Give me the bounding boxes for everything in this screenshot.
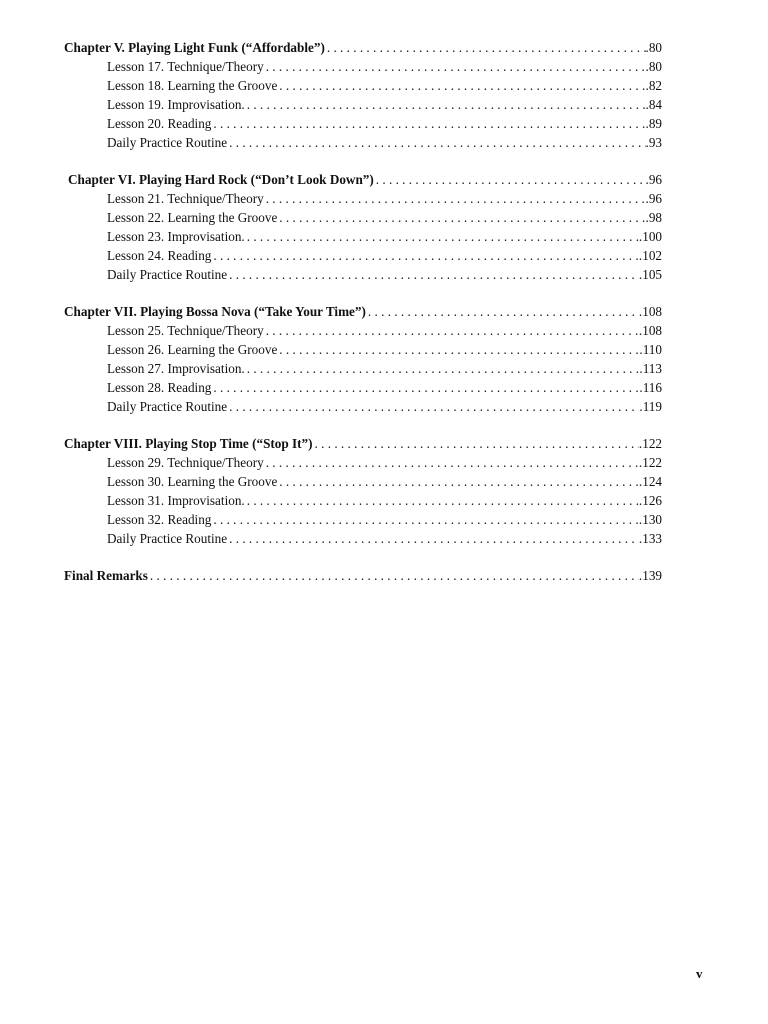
- dot-leader: [264, 321, 639, 340]
- toc-lesson-entry-page: .96: [645, 191, 662, 206]
- dot-leader: [277, 76, 645, 95]
- toc-chapter-entry-title: Chapter VIII. Playing Stop Time (“Stop It”): [64, 436, 313, 451]
- toc-lesson-entry-title: Lesson 19. Improvisation.: [107, 97, 245, 112]
- toc-lesson-entry: [64, 57, 662, 76]
- toc-lesson-entry: [64, 246, 662, 265]
- toc-lesson-entry-title: Lesson 20. Reading: [107, 116, 212, 131]
- toc-lesson-entry: [64, 378, 662, 397]
- toc-lesson-entry-title: Lesson 17. Technique/Theory: [107, 59, 264, 74]
- toc-chapter-entry-page: .122: [638, 436, 662, 451]
- toc-lesson-entry-page: .89: [645, 116, 662, 131]
- toc-lesson-entry: [64, 453, 662, 472]
- dot-leader: [245, 95, 646, 114]
- dot-leader: [227, 529, 639, 548]
- toc-chapter-entry-page: .96: [645, 172, 662, 187]
- toc-lesson-entry: [64, 510, 662, 529]
- toc-lesson-entry-title: Daily Practice Routine: [107, 135, 228, 150]
- dot-leader: [211, 246, 639, 265]
- toc-lesson-entry-page: .100: [638, 229, 662, 244]
- dot-leader: [264, 453, 639, 472]
- toc-chapter-entry-page: .139: [638, 568, 662, 583]
- toc-lesson-entry-page: .80: [645, 59, 662, 74]
- toc-chapter-entry-page: .108: [638, 304, 662, 319]
- dot-leader: [366, 302, 639, 321]
- toc-lesson-entry-page: .119: [639, 399, 662, 414]
- toc-lesson-entry-title: Daily Practice Routine: [107, 267, 228, 282]
- dot-leader: [264, 189, 646, 208]
- toc-lesson-entry-title: Lesson 21. Technique/Theory: [107, 191, 264, 206]
- toc-lesson-entry-page: .102: [638, 248, 662, 263]
- toc-lesson-entry-title: Lesson 29. Technique/Theory: [107, 455, 264, 470]
- toc-chapter-entry-title: Chapter VII. Playing Bossa Nova (“Take Your Time”): [64, 304, 366, 319]
- toc-lesson-entry-title: Lesson 32. Reading: [107, 512, 212, 527]
- toc-lesson-entry-page: .130: [638, 512, 662, 527]
- toc-chapter-entry-title: Chapter V. Playing Light Funk (“Affordable”): [64, 40, 325, 55]
- section-spacer: [64, 152, 662, 170]
- toc-lesson-entry-title: Lesson 18. Learning the Groove: [107, 78, 278, 93]
- dot-leader: [227, 397, 639, 416]
- section-spacer: [64, 548, 662, 566]
- toc-lesson-entry-title: Daily Practice Routine: [107, 399, 228, 414]
- toc-lesson-entry: [64, 340, 662, 359]
- toc-chapter-entry: [64, 434, 662, 453]
- toc-lesson-entry-title: Lesson 24. Reading: [107, 248, 212, 263]
- toc-lesson-entry: [64, 208, 662, 227]
- toc-lesson-entry-title: Lesson 23. Improvisation.: [107, 229, 245, 244]
- toc-lesson-entry-title: Lesson 26. Learning the Groove: [107, 342, 278, 357]
- dot-leader: [245, 491, 639, 510]
- toc-lesson-entry: [64, 321, 662, 340]
- toc-lesson-entry: [64, 227, 662, 246]
- toc-chapter-entry-page: .80: [645, 40, 662, 55]
- toc-lesson-entry-title: Lesson 28. Reading: [107, 380, 212, 395]
- toc-chapter-entry-title: Chapter VI. Playing Hard Rock (“Don’t Look Down”): [68, 172, 374, 187]
- toc-lesson-entry: [64, 114, 662, 133]
- toc-lesson-entry-title: Lesson 22. Learning the Groove: [107, 210, 278, 225]
- dot-leader: [277, 208, 645, 227]
- toc-lesson-entry: [64, 76, 662, 95]
- toc-lesson-entry: [64, 133, 662, 152]
- toc-lesson-entry-page: .84: [645, 97, 662, 112]
- toc-lesson-entry-page: .113: [639, 361, 662, 376]
- dot-leader: [374, 170, 646, 189]
- toc-lesson-entry: [64, 397, 662, 416]
- dot-leader: [264, 57, 646, 76]
- toc-lesson-entry-page: .93: [645, 135, 662, 150]
- toc-lesson-entry-page: .126: [638, 493, 662, 508]
- dot-leader: [211, 378, 639, 397]
- section-spacer: [64, 416, 662, 434]
- toc-lesson-entry: [64, 265, 662, 284]
- toc-lesson-entry-page: .105: [638, 267, 662, 282]
- toc-lesson-entry: [64, 189, 662, 208]
- dot-leader: [245, 227, 639, 246]
- dot-leader: [313, 434, 639, 453]
- toc-lesson-entry-page: .122: [638, 455, 662, 470]
- page-number: v: [696, 966, 703, 981]
- dot-leader: [211, 114, 645, 133]
- toc-lesson-entry-title: Lesson 27. Improvisation.: [107, 361, 245, 376]
- toc-lesson-entry: [64, 529, 662, 548]
- table-of-contents: [64, 38, 662, 585]
- dot-leader: [277, 472, 639, 491]
- toc-section: [64, 416, 662, 548]
- toc-lesson-entry: [64, 472, 662, 491]
- dot-leader: [227, 133, 645, 152]
- toc-lesson-entry: [64, 95, 662, 114]
- toc-section: [64, 38, 662, 152]
- toc-lesson-entry-page: .116: [639, 380, 662, 395]
- toc-lesson-entry-page: .124: [638, 474, 662, 489]
- toc-lesson-entry-title: Lesson 25. Technique/Theory: [107, 323, 264, 338]
- dot-leader: [277, 340, 639, 359]
- dot-leader: [245, 359, 640, 378]
- toc-section: [64, 152, 662, 284]
- toc-chapter-entry: [64, 38, 662, 57]
- toc-lesson-entry-title: Daily Practice Routine: [107, 531, 228, 546]
- toc-chapter-entry: [64, 566, 662, 585]
- toc-chapter-entry: [64, 302, 662, 321]
- toc-lesson-entry: [64, 491, 662, 510]
- toc-chapter-entry-title: Final Remarks: [64, 568, 148, 583]
- toc-chapter-entry: [64, 170, 662, 189]
- toc-lesson-entry: [64, 359, 662, 378]
- dot-leader: [325, 38, 646, 57]
- toc-lesson-entry-page: .110: [639, 342, 662, 357]
- toc-lesson-entry-page: .108: [638, 323, 662, 338]
- dot-leader: [211, 510, 639, 529]
- toc-section: [64, 548, 662, 585]
- section-spacer: [64, 284, 662, 302]
- toc-lesson-entry-title: Lesson 31. Improvisation.: [107, 493, 245, 508]
- toc-section: [64, 284, 662, 416]
- dot-leader: [227, 265, 639, 284]
- toc-lesson-entry-page: .82: [645, 78, 662, 93]
- toc-lesson-entry-title: Lesson 30. Learning the Groove: [107, 474, 278, 489]
- dot-leader: [148, 566, 639, 585]
- toc-lesson-entry-page: .133: [638, 531, 662, 546]
- toc-lesson-entry-page: .98: [645, 210, 662, 225]
